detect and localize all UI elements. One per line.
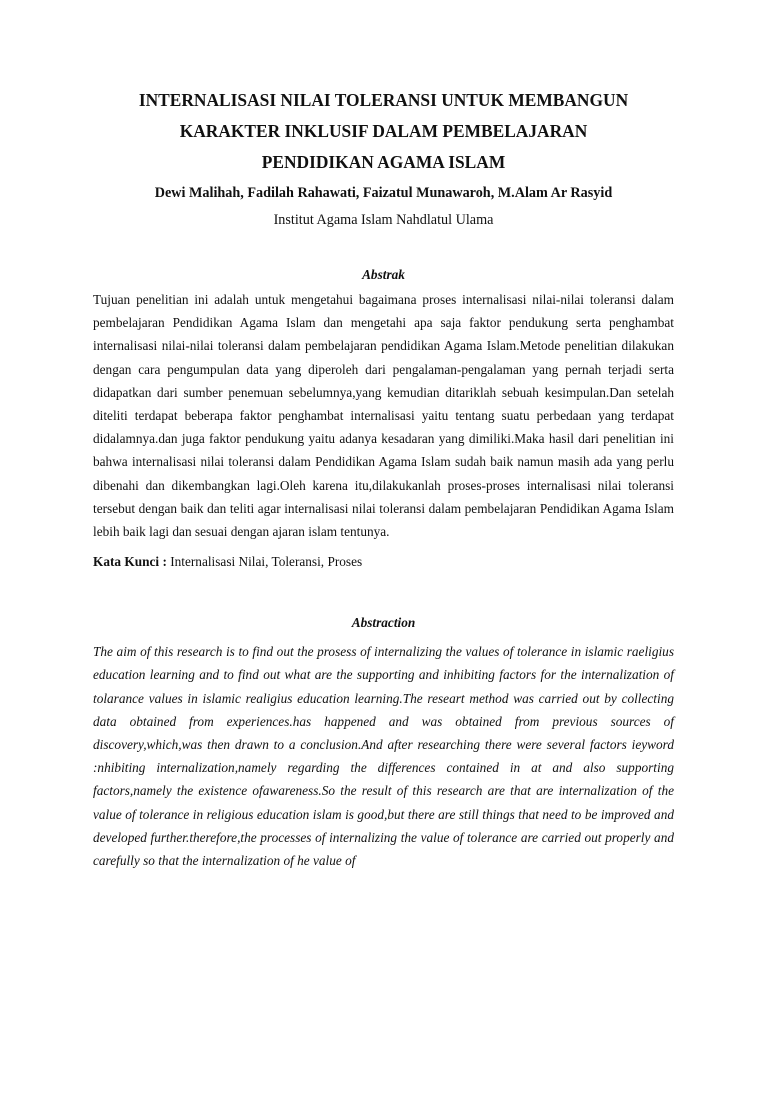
document-page [0, 85, 768, 1109]
keywords-label: Kata Kunci : [93, 554, 167, 570]
abstraction-heading: Abstraction [351, 615, 416, 631]
keywords-value: Internalisasi Nilai, Toleransi, Proses [170, 554, 363, 570]
author-list: Dewi Malihah, Fadilah Rahawati, Faizatul Munawaroh, M.Alam Ar Rasyid [154, 185, 613, 201]
institution: Institut Agama Islam Nahdlatul Ulama [273, 212, 494, 228]
abstrak-text: Tujuan penelitian ini adalah untuk mengetahui bagaimana proses internalisasi nilai-nilai toleransi dalam pembelajaran Pendidikan Agama Islam dan mengetahi apa saja faktor pendukung serta penghambat internalisasi nilai-nilai toleransi dalam pembelajaran pendidikan Agama Islam.Metode penelitian dilakukan dengan cara pengumpulan data yang diperoleh dari pengalaman-pengalaman yang pernah terjadi serta didapatkan dari sumber penemuan sebelumnya,yang kemudian ditariklah sebuah kesimpulan.Dan setelah diteliti terdapat beberapa faktor penghambat internalisasi yaitu tentang suatu perbedaan yang terdapat didalamnya.dan juga faktor pendukung yaitu adanya kesadaran yang dimiliki.Maka hasil dari penelitian ini bahwa internalisasi nilai toleransi dalam Pendidikan Agama Islam sudah baik namun masih ada yang perlu dibenahi dan dikembangkan lagi.Oleh karena itu,dilakukanlah proses-proses internalisasi nilai toleransi tersebut dengan baik dan teliti agar internalisasi nilai toleransi dalam pembelajaran Pendidikan Agama Islam lebih baik lagi dan sesuai dengan ajaran islam tentunya. [93, 292, 674, 540]
abstraction-text: The aim of this research is to find out the prosess of internalizing the values of tolerance in islamic raeligius education learning and to find out what are the supporting and inhibiting factors for the internalization of tolarance values in islamic realigius education learning.The researt method was carried out by collecting data obtained from experiences.has happened and was obtained from previous sources of discovery,which,was then drawn to a conclusion.And after researching there were several factors ieyword :nhibiting internalization,namely regarding the differences contained in at and also supporting factors,namely the existence ofawareness.So the result of this research are that are internalization of the value of tolerance in religious education islam is good,but there are still things that need to be improved and developed further.therefore,the processes of internalizing the value of tolerance are carried out properly and carefully so that the internalization of he value of [93, 644, 674, 869]
title-line-1: INTERNALISASI NILAI TOLERANSI UNTUK MEMBANGUN [138, 90, 629, 110]
abstrak-heading: Abstrak [362, 267, 405, 282]
paper-title [93, 85, 674, 178]
keywords [93, 552, 674, 572]
title-line-3: PENDIDIKAN AGAMA ISLAM [261, 152, 506, 172]
title-line-2: KARAKTER INKLUSIF DALAM PEMBELAJARAN [179, 121, 588, 141]
